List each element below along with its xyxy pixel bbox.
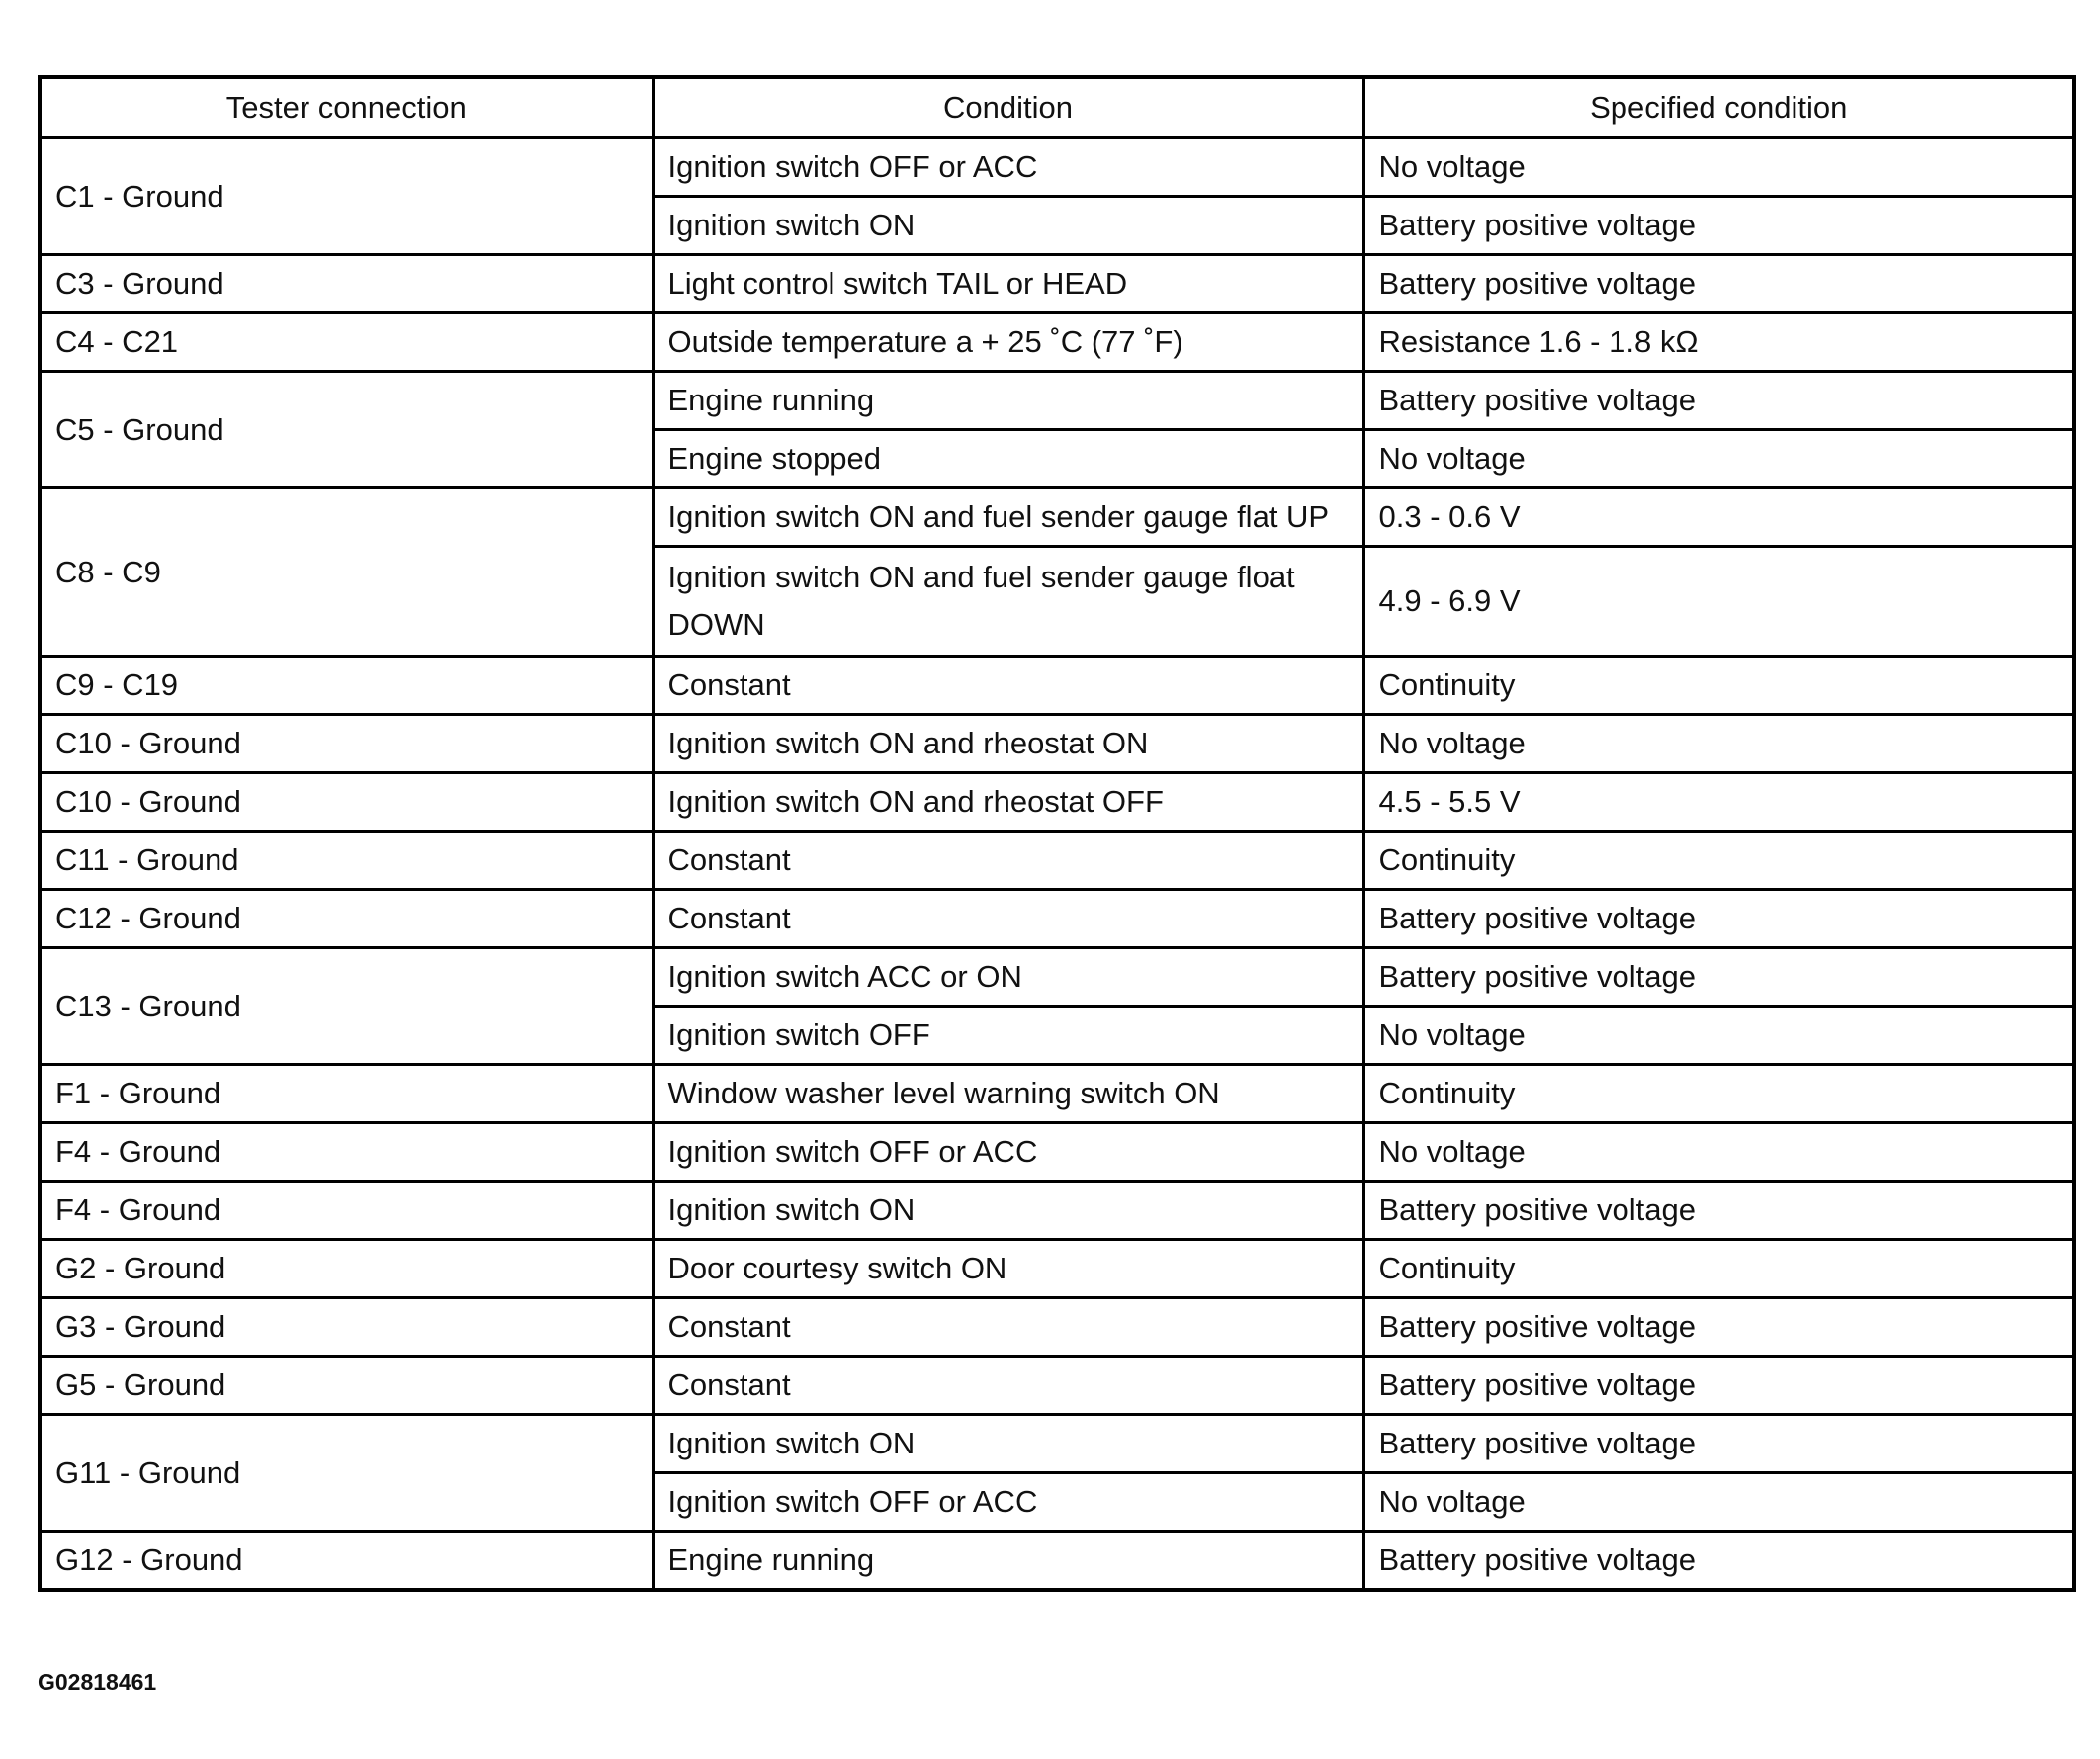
specified-condition-cell: 0.3 - 0.6 V — [1363, 488, 2074, 547]
tester-connection-cell: F4 - Ground — [40, 1182, 653, 1240]
specified-condition-cell: Battery positive voltage — [1363, 1182, 2074, 1240]
specified-condition-cell: Battery positive voltage — [1363, 1357, 2074, 1415]
table-row — [40, 488, 2074, 547]
specified-condition-cell: Battery positive voltage — [1363, 197, 2074, 255]
spec-table — [38, 75, 2076, 1592]
tester-connection-cell: G5 - Ground — [40, 1357, 653, 1415]
specified-condition-cell: Continuity — [1363, 1240, 2074, 1298]
condition-cell: Ignition switch ON and rheostat OFF — [653, 773, 1363, 832]
table-header — [40, 77, 2074, 138]
header-tester-connection: Tester connection — [40, 77, 653, 138]
condition-cell: Constant — [653, 1357, 1363, 1415]
table-body — [40, 138, 2074, 1591]
condition-cell: Window washer level warning switch ON — [653, 1065, 1363, 1123]
tester-connection-cell: C10 - Ground — [40, 773, 653, 832]
tester-connection-cell: C13 - Ground — [40, 948, 653, 1065]
tester-connection-cell: G12 - Ground — [40, 1532, 653, 1591]
condition-cell: Ignition switch OFF or ACC — [653, 1473, 1363, 1532]
table-row — [40, 773, 2074, 832]
specified-condition-cell: Battery positive voltage — [1363, 372, 2074, 430]
condition-cell: Ignition switch ON — [653, 197, 1363, 255]
condition-cell: Ignition switch ON and rheostat ON — [653, 715, 1363, 773]
table-row — [40, 1123, 2074, 1182]
specified-condition-cell: No voltage — [1363, 715, 2074, 773]
condition-cell: Constant — [653, 1298, 1363, 1357]
specified-condition-cell: 4.5 - 5.5 V — [1363, 773, 2074, 832]
condition-cell: Constant — [653, 890, 1363, 948]
table-row — [40, 1532, 2074, 1591]
specified-condition-cell: No voltage — [1363, 430, 2074, 488]
table-row — [40, 1298, 2074, 1357]
header-condition: Condition — [653, 77, 1363, 138]
condition-cell: Constant — [653, 832, 1363, 890]
table-row — [40, 890, 2074, 948]
tester-connection-cell: F1 - Ground — [40, 1065, 653, 1123]
condition-cell: Engine running — [653, 372, 1363, 430]
table-row — [40, 313, 2074, 372]
table-row — [40, 715, 2074, 773]
tester-connection-cell: C4 - C21 — [40, 313, 653, 372]
table-row — [40, 255, 2074, 313]
tester-connection-cell: C10 - Ground — [40, 715, 653, 773]
specified-condition-cell: 4.9 - 6.9 V — [1363, 547, 2074, 657]
specified-condition-cell: Battery positive voltage — [1363, 1298, 2074, 1357]
tester-connection-cell: C3 - Ground — [40, 255, 653, 313]
specified-condition-cell: Resistance 1.6 - 1.8 kΩ — [1363, 313, 2074, 372]
tester-connection-cell: C12 - Ground — [40, 890, 653, 948]
tester-connection-cell: C1 - Ground — [40, 138, 653, 255]
figure-id: G02818461 — [38, 1669, 157, 1695]
specified-condition-cell: Battery positive voltage — [1363, 890, 2074, 948]
specified-condition-cell: No voltage — [1363, 1007, 2074, 1065]
specified-condition-cell: Battery positive voltage — [1363, 948, 2074, 1007]
table-row — [40, 948, 2074, 1007]
table-row — [40, 372, 2074, 430]
tester-connection-cell: C9 - C19 — [40, 657, 653, 715]
tester-connection-cell: G3 - Ground — [40, 1298, 653, 1357]
specified-condition-cell: Continuity — [1363, 1065, 2074, 1123]
condition-cell: Outside temperature a + 25 ˚C (77 ˚F) — [653, 313, 1363, 372]
condition-cell: Engine stopped — [653, 430, 1363, 488]
table-row — [40, 1415, 2074, 1473]
condition-cell: Ignition switch ON and fuel sender gauge float DOWN — [653, 547, 1363, 657]
condition-cell: Ignition switch ON and fuel sender gauge flat UP — [653, 488, 1363, 547]
tester-connection-cell: G2 - Ground — [40, 1240, 653, 1298]
table-row — [40, 832, 2074, 890]
header-specified-condition: Specified condition — [1363, 77, 2074, 138]
specified-condition-cell: Continuity — [1363, 657, 2074, 715]
specified-condition-cell: No voltage — [1363, 1473, 2074, 1532]
condition-cell: Ignition switch OFF or ACC — [653, 138, 1363, 197]
tester-connection-cell: G11 - Ground — [40, 1415, 653, 1532]
specified-condition-cell: Continuity — [1363, 832, 2074, 890]
table-row — [40, 1357, 2074, 1415]
specified-condition-cell: Battery positive voltage — [1363, 255, 2074, 313]
condition-cell: Constant — [653, 657, 1363, 715]
tester-connection-cell: C5 - Ground — [40, 372, 653, 488]
table-row — [40, 1065, 2074, 1123]
condition-cell: Ignition switch ON — [653, 1182, 1363, 1240]
condition-cell: Ignition switch ON — [653, 1415, 1363, 1473]
condition-cell: Engine running — [653, 1532, 1363, 1591]
table-row — [40, 1240, 2074, 1298]
condition-cell: Ignition switch OFF — [653, 1007, 1363, 1065]
specified-condition-cell: Battery positive voltage — [1363, 1415, 2074, 1473]
specified-condition-cell: No voltage — [1363, 138, 2074, 197]
tester-connection-cell: C11 - Ground — [40, 832, 653, 890]
tester-connection-cell: C8 - C9 — [40, 488, 653, 657]
condition-cell: Light control switch TAIL or HEAD — [653, 255, 1363, 313]
specified-condition-cell: Battery positive voltage — [1363, 1532, 2074, 1591]
header-row — [40, 77, 2074, 138]
tester-connection-cell: F4 - Ground — [40, 1123, 653, 1182]
table-row — [40, 1182, 2074, 1240]
specified-condition-cell: No voltage — [1363, 1123, 2074, 1182]
condition-cell: Door courtesy switch ON — [653, 1240, 1363, 1298]
table-row — [40, 657, 2074, 715]
table-row — [40, 138, 2074, 197]
condition-cell: Ignition switch ACC or ON — [653, 948, 1363, 1007]
condition-cell: Ignition switch OFF or ACC — [653, 1123, 1363, 1182]
